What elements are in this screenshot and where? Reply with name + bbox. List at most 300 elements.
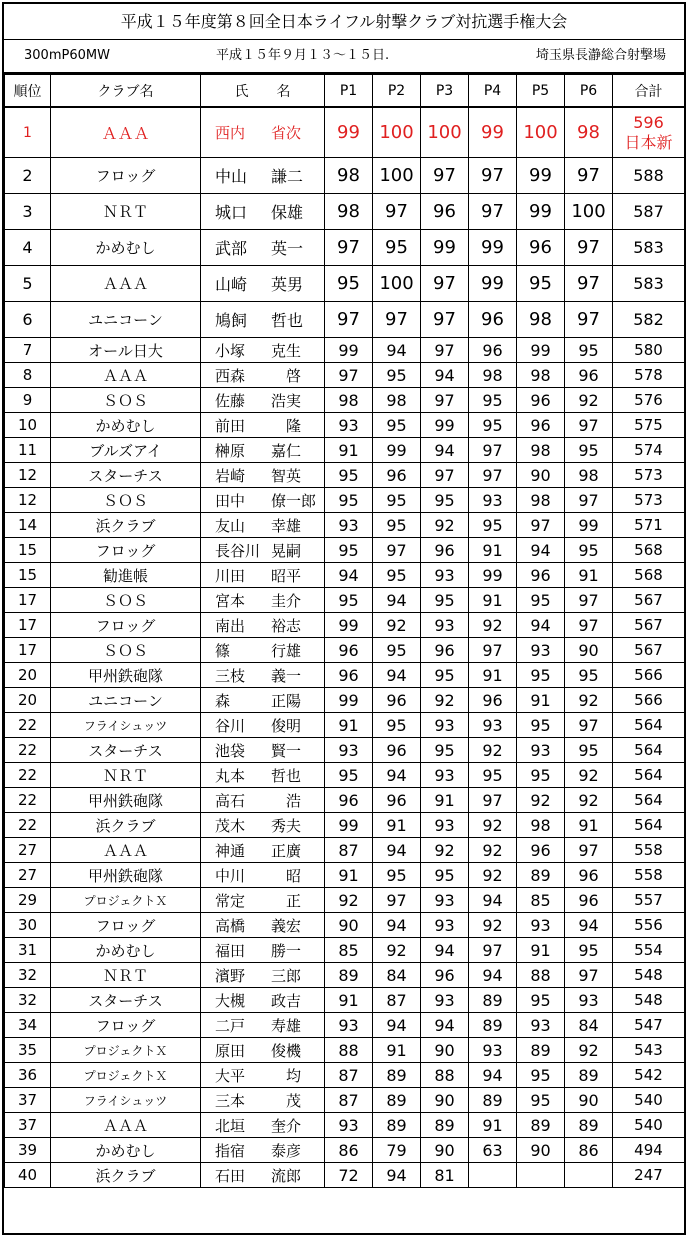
table-row (5, 302, 685, 338)
score-p5: 94 (517, 538, 565, 563)
score-p1: 96 (325, 663, 373, 688)
score-p4: 94 (469, 1063, 517, 1088)
score-p3: 93 (421, 813, 469, 838)
total-cell: 576 (613, 388, 685, 413)
score-p5: 98 (517, 813, 565, 838)
score-p6 (565, 1163, 613, 1188)
score-p4: 89 (469, 1013, 517, 1038)
score-p1: 93 (325, 513, 373, 538)
score-p5: 91 (517, 688, 565, 713)
score-p4: 97 (469, 194, 517, 230)
score-p2: 91 (373, 813, 421, 838)
score-p3: 97 (421, 463, 469, 488)
score-p3: 91 (421, 788, 469, 813)
club-cell: フロッグ (51, 613, 201, 638)
club-cell: フロッグ (51, 158, 201, 194)
total-cell: 568 (613, 538, 685, 563)
total-cell: 554 (613, 938, 685, 963)
total-cell: 564 (613, 763, 685, 788)
rank-cell: 36 (5, 1063, 51, 1088)
name-cell (201, 302, 325, 338)
rank-cell: 22 (5, 763, 51, 788)
total-cell: 542 (613, 1063, 685, 1088)
score-p3: 99 (421, 413, 469, 438)
first-name: 秀夫 (271, 816, 302, 835)
club-cell: ユニコーン (51, 688, 201, 713)
rank-cell: 32 (5, 963, 51, 988)
last-name: 高石 (215, 791, 246, 810)
header-p1: P1 (325, 75, 373, 108)
score-p5: 97 (517, 513, 565, 538)
score-p5: 99 (517, 158, 565, 194)
score-p2: 97 (373, 194, 421, 230)
club-cell: 甲州鉄砲隊 (51, 863, 201, 888)
results-sheet (2, 2, 686, 1235)
club-cell: ＳＯＳ (51, 388, 201, 413)
last-name: 岩崎 (215, 466, 246, 485)
last-name: 神通 (215, 841, 246, 860)
score-p2: 94 (373, 838, 421, 863)
score-p6: 98 (565, 463, 613, 488)
rank-cell: 17 (5, 588, 51, 613)
score-p5: 98 (517, 488, 565, 513)
score-p2: 84 (373, 963, 421, 988)
score-p6: 92 (565, 1038, 613, 1063)
total-cell: 566 (613, 688, 685, 713)
total-cell: 547 (613, 1013, 685, 1038)
score-p3: 96 (421, 194, 469, 230)
score-p1: 95 (325, 763, 373, 788)
score-p2: 96 (373, 788, 421, 813)
table-row (5, 588, 685, 613)
score-p5: 94 (517, 613, 565, 638)
score-p1: 99 (325, 107, 373, 158)
score-p5: 96 (517, 230, 565, 266)
rank-cell: 7 (5, 338, 51, 363)
name-cell (201, 588, 325, 613)
score-p2: 97 (373, 538, 421, 563)
total-cell: 566 (613, 663, 685, 688)
score-p3: 96 (421, 638, 469, 663)
first-name: 裕志 (271, 616, 302, 635)
score-p4: 91 (469, 588, 517, 613)
first-name: 保雄 (271, 203, 304, 222)
score-p1: 92 (325, 888, 373, 913)
score-p3: 97 (421, 388, 469, 413)
score-p6: 96 (565, 888, 613, 913)
table-row (5, 738, 685, 763)
rank-cell: 2 (5, 158, 51, 194)
club-cell: フライシュッツ (51, 713, 201, 738)
total-cell: 583 (613, 266, 685, 302)
club-cell: ＡＡＡ (51, 363, 201, 388)
score-p6: 97 (565, 838, 613, 863)
score-p5: 95 (517, 588, 565, 613)
score-p3: 95 (421, 663, 469, 688)
club-cell: ＮＲＴ (51, 963, 201, 988)
score-p5: 95 (517, 713, 565, 738)
score-p6: 84 (565, 1013, 613, 1038)
score-p5: 95 (517, 988, 565, 1013)
score-p5: 90 (517, 1138, 565, 1163)
name-cell (201, 1088, 325, 1113)
score-p3: 93 (421, 763, 469, 788)
name-cell (201, 913, 325, 938)
club-cell: ＡＡＡ (51, 838, 201, 863)
score-p6: 97 (565, 230, 613, 266)
score-p4: 92 (469, 613, 517, 638)
score-p6: 89 (565, 1063, 613, 1088)
score-p6: 100 (565, 194, 613, 230)
total-cell: 540 (613, 1113, 685, 1138)
name-cell (201, 613, 325, 638)
name-cell (201, 838, 325, 863)
score-p4: 92 (469, 738, 517, 763)
score-p1: 95 (325, 488, 373, 513)
rank-cell: 12 (5, 463, 51, 488)
total-cell: 578 (613, 363, 685, 388)
score-p2: 100 (373, 266, 421, 302)
name-cell (201, 266, 325, 302)
score-p5: 90 (517, 463, 565, 488)
first-name: 晃嗣 (271, 541, 302, 560)
last-name: 川田 (215, 566, 246, 585)
score-p1: 96 (325, 788, 373, 813)
table-row (5, 413, 685, 438)
score-p4: 89 (469, 1088, 517, 1113)
first-name: 圭介 (271, 591, 302, 610)
score-p5: 98 (517, 438, 565, 463)
club-cell: ＮＲＴ (51, 763, 201, 788)
score-p1: 91 (325, 988, 373, 1013)
score-p4: 96 (469, 688, 517, 713)
event-code: 300mP60MW (24, 48, 110, 63)
score-p3: 88 (421, 1063, 469, 1088)
name-cell (201, 158, 325, 194)
last-name: 中山 (215, 167, 248, 186)
name-cell (201, 1013, 325, 1038)
rank-cell: 22 (5, 738, 51, 763)
score-p3: 95 (421, 588, 469, 613)
rank-cell: 30 (5, 913, 51, 938)
score-p5: 85 (517, 888, 565, 913)
score-p6: 91 (565, 563, 613, 588)
last-name: 小塚 (215, 341, 246, 360)
name-cell (201, 1113, 325, 1138)
score-p5: 89 (517, 863, 565, 888)
rank-cell: 22 (5, 813, 51, 838)
first-name: 賢一 (271, 741, 302, 760)
score-p5: 98 (517, 302, 565, 338)
last-name: 高橋 (215, 916, 246, 935)
score-p5: 88 (517, 963, 565, 988)
score-p3: 92 (421, 838, 469, 863)
rank-cell: 31 (5, 938, 51, 963)
score-p2: 99 (373, 438, 421, 463)
score-p1: 91 (325, 713, 373, 738)
score-p6: 97 (565, 588, 613, 613)
score-p6: 99 (565, 513, 613, 538)
score-p4: 93 (469, 1038, 517, 1063)
score-p4: 91 (469, 538, 517, 563)
name-cell (201, 888, 325, 913)
first-name: 行雄 (271, 641, 302, 660)
rank-cell: 17 (5, 638, 51, 663)
first-name: 克生 (271, 341, 302, 360)
score-p1: 99 (325, 338, 373, 363)
score-p3: 90 (421, 1138, 469, 1163)
club-cell: かめむし (51, 1138, 201, 1163)
first-name: 啓 (271, 366, 302, 385)
club-cell: フロッグ (51, 1013, 201, 1038)
rank-cell: 15 (5, 538, 51, 563)
club-cell: 甲州鉄砲隊 (51, 663, 201, 688)
score-p6: 91 (565, 813, 613, 838)
score-p5: 95 (517, 1063, 565, 1088)
table-row (5, 463, 685, 488)
total-cell: 557 (613, 888, 685, 913)
club-cell: ＳＯＳ (51, 638, 201, 663)
rank-cell: 37 (5, 1088, 51, 1113)
score-p5: 89 (517, 1038, 565, 1063)
score-p1: 98 (325, 388, 373, 413)
rank-cell: 11 (5, 438, 51, 463)
score-p5: 91 (517, 938, 565, 963)
score-p6: 97 (565, 963, 613, 988)
first-name: 勝一 (271, 941, 302, 960)
first-name: 省次 (271, 124, 302, 142)
name-cell (201, 988, 325, 1013)
score-p4: 94 (469, 963, 517, 988)
last-name: 指宿 (215, 1141, 246, 1160)
table-row (5, 488, 685, 513)
total-cell: 587 (613, 194, 685, 230)
score-p1: 99 (325, 813, 373, 838)
score-p5: 92 (517, 788, 565, 813)
name-cell (201, 107, 325, 158)
club-cell: ユニコーン (51, 302, 201, 338)
last-name: 森 (215, 691, 231, 710)
score-p1: 86 (325, 1138, 373, 1163)
score-p3: 97 (421, 302, 469, 338)
table-row (5, 1038, 685, 1063)
name-cell (201, 1163, 325, 1188)
score-p2: 100 (373, 107, 421, 158)
name-cell (201, 488, 325, 513)
name-cell (201, 863, 325, 888)
table-row (5, 988, 685, 1013)
table-row (5, 388, 685, 413)
name-cell (201, 763, 325, 788)
score-p6: 95 (565, 738, 613, 763)
score-p3: 92 (421, 513, 469, 538)
score-p2: 89 (373, 1113, 421, 1138)
first-name: 泰彦 (271, 1141, 302, 1160)
score-p4: 99 (469, 230, 517, 266)
name-cell (201, 413, 325, 438)
score-p5: 96 (517, 413, 565, 438)
score-p6: 94 (565, 913, 613, 938)
rank-cell: 5 (5, 266, 51, 302)
last-name: 城口 (215, 203, 248, 222)
score-p6: 90 (565, 638, 613, 663)
score-p2: 94 (373, 338, 421, 363)
header-p6: P6 (565, 75, 613, 108)
score-p2: 95 (373, 713, 421, 738)
score-p1: 97 (325, 230, 373, 266)
score-p2: 95 (373, 413, 421, 438)
rank-cell: 40 (5, 1163, 51, 1188)
total-cell: 247 (613, 1163, 685, 1188)
score-p5: 96 (517, 563, 565, 588)
total-cell: 556 (613, 913, 685, 938)
score-p3: 93 (421, 713, 469, 738)
header-rank: 順位 (5, 75, 51, 108)
total-cell: 564 (613, 788, 685, 813)
last-name: 友山 (215, 516, 246, 535)
score-p1: 98 (325, 158, 373, 194)
first-name: 昭 (271, 866, 302, 885)
name-cell (201, 688, 325, 713)
club-cell: スターチス (51, 738, 201, 763)
first-name: 政吉 (271, 991, 302, 1010)
total-cell: 573 (613, 463, 685, 488)
score-p1: 96 (325, 638, 373, 663)
name-cell (201, 1063, 325, 1088)
first-name: 三郎 (271, 966, 302, 985)
score-p2: 92 (373, 613, 421, 638)
rank-cell: 3 (5, 194, 51, 230)
table-row (5, 538, 685, 563)
last-name: 佐藤 (215, 391, 246, 410)
score-p6: 92 (565, 788, 613, 813)
header-p2: P2 (373, 75, 421, 108)
table-row (5, 788, 685, 813)
first-name: 茂 (271, 1091, 302, 1110)
score-p2: 95 (373, 863, 421, 888)
first-name: 正 (271, 891, 302, 910)
score-p2: 94 (373, 588, 421, 613)
score-p1: 87 (325, 1088, 373, 1113)
first-name: 俊明 (271, 716, 302, 735)
total-cell: 580 (613, 338, 685, 363)
score-p4: 95 (469, 763, 517, 788)
table-row (5, 194, 685, 230)
table-row (5, 713, 685, 738)
score-p6: 97 (565, 713, 613, 738)
rank-cell: 29 (5, 888, 51, 913)
rank-cell: 20 (5, 663, 51, 688)
score-p6: 92 (565, 388, 613, 413)
table-row (5, 888, 685, 913)
table-row (5, 913, 685, 938)
total-cell: 574 (613, 438, 685, 463)
table-row (5, 1113, 685, 1138)
score-p1: 93 (325, 413, 373, 438)
last-name: 常定 (215, 891, 246, 910)
score-p2: 91 (373, 1038, 421, 1063)
first-name: 昭平 (271, 566, 302, 585)
last-name: 茂木 (215, 816, 246, 835)
score-p4: 95 (469, 513, 517, 538)
name-cell (201, 638, 325, 663)
score-p1: 95 (325, 266, 373, 302)
first-name: 均 (271, 1066, 302, 1085)
first-name: 英一 (271, 239, 304, 258)
last-name: 北垣 (215, 1116, 246, 1135)
name-cell (201, 563, 325, 588)
score-p1: 88 (325, 1038, 373, 1063)
table-row (5, 563, 685, 588)
score-p4: 92 (469, 863, 517, 888)
last-name: 長谷川 (215, 541, 261, 560)
first-name: 僚一郎 (271, 491, 317, 510)
score-p4: 97 (469, 438, 517, 463)
club-cell: フロッグ (51, 913, 201, 938)
table-row (5, 230, 685, 266)
score-p2: 95 (373, 488, 421, 513)
score-p4: 97 (469, 938, 517, 963)
score-p6: 97 (565, 266, 613, 302)
total-cell: 564 (613, 738, 685, 763)
score-p2: 92 (373, 938, 421, 963)
score-p6: 97 (565, 302, 613, 338)
last-name: 二戸 (215, 1016, 246, 1035)
score-p1: 93 (325, 1113, 373, 1138)
club-cell: ＳＯＳ (51, 488, 201, 513)
table-row (5, 813, 685, 838)
record-note: 日本新 (624, 132, 673, 152)
club-cell: 勧進帳 (51, 563, 201, 588)
header-p4: P4 (469, 75, 517, 108)
name-cell (201, 788, 325, 813)
score-p2: 96 (373, 463, 421, 488)
club-cell: かめむし (51, 230, 201, 266)
score-p3: 93 (421, 888, 469, 913)
rank-cell: 8 (5, 363, 51, 388)
score-p4 (469, 1163, 517, 1188)
table-row (5, 1063, 685, 1088)
results-body (5, 107, 685, 1188)
rank-cell: 14 (5, 513, 51, 538)
score-p5: 93 (517, 638, 565, 663)
total-cell: 558 (613, 863, 685, 888)
score-p4: 95 (469, 413, 517, 438)
total-cell: 567 (613, 588, 685, 613)
score-p2: 94 (373, 763, 421, 788)
score-p5: 95 (517, 1088, 565, 1113)
score-p6: 90 (565, 1088, 613, 1113)
total-cell: 568 (613, 563, 685, 588)
club-cell: ＮＲＴ (51, 194, 201, 230)
score-p4: 92 (469, 838, 517, 863)
score-p4: 97 (469, 158, 517, 194)
score-p4: 95 (469, 388, 517, 413)
name-cell (201, 738, 325, 763)
score-p6: 93 (565, 988, 613, 1013)
total-cell: 540 (613, 1088, 685, 1113)
name-cell (201, 194, 325, 230)
score-p6: 95 (565, 338, 613, 363)
table-header-row (5, 75, 685, 108)
score-p1: 87 (325, 838, 373, 863)
score-p3: 92 (421, 688, 469, 713)
rank-cell: 20 (5, 688, 51, 713)
table-row (5, 963, 685, 988)
club-cell: プロジェクトＸ (51, 888, 201, 913)
last-name: 濱野 (215, 966, 246, 985)
club-cell: 浜クラブ (51, 813, 201, 838)
